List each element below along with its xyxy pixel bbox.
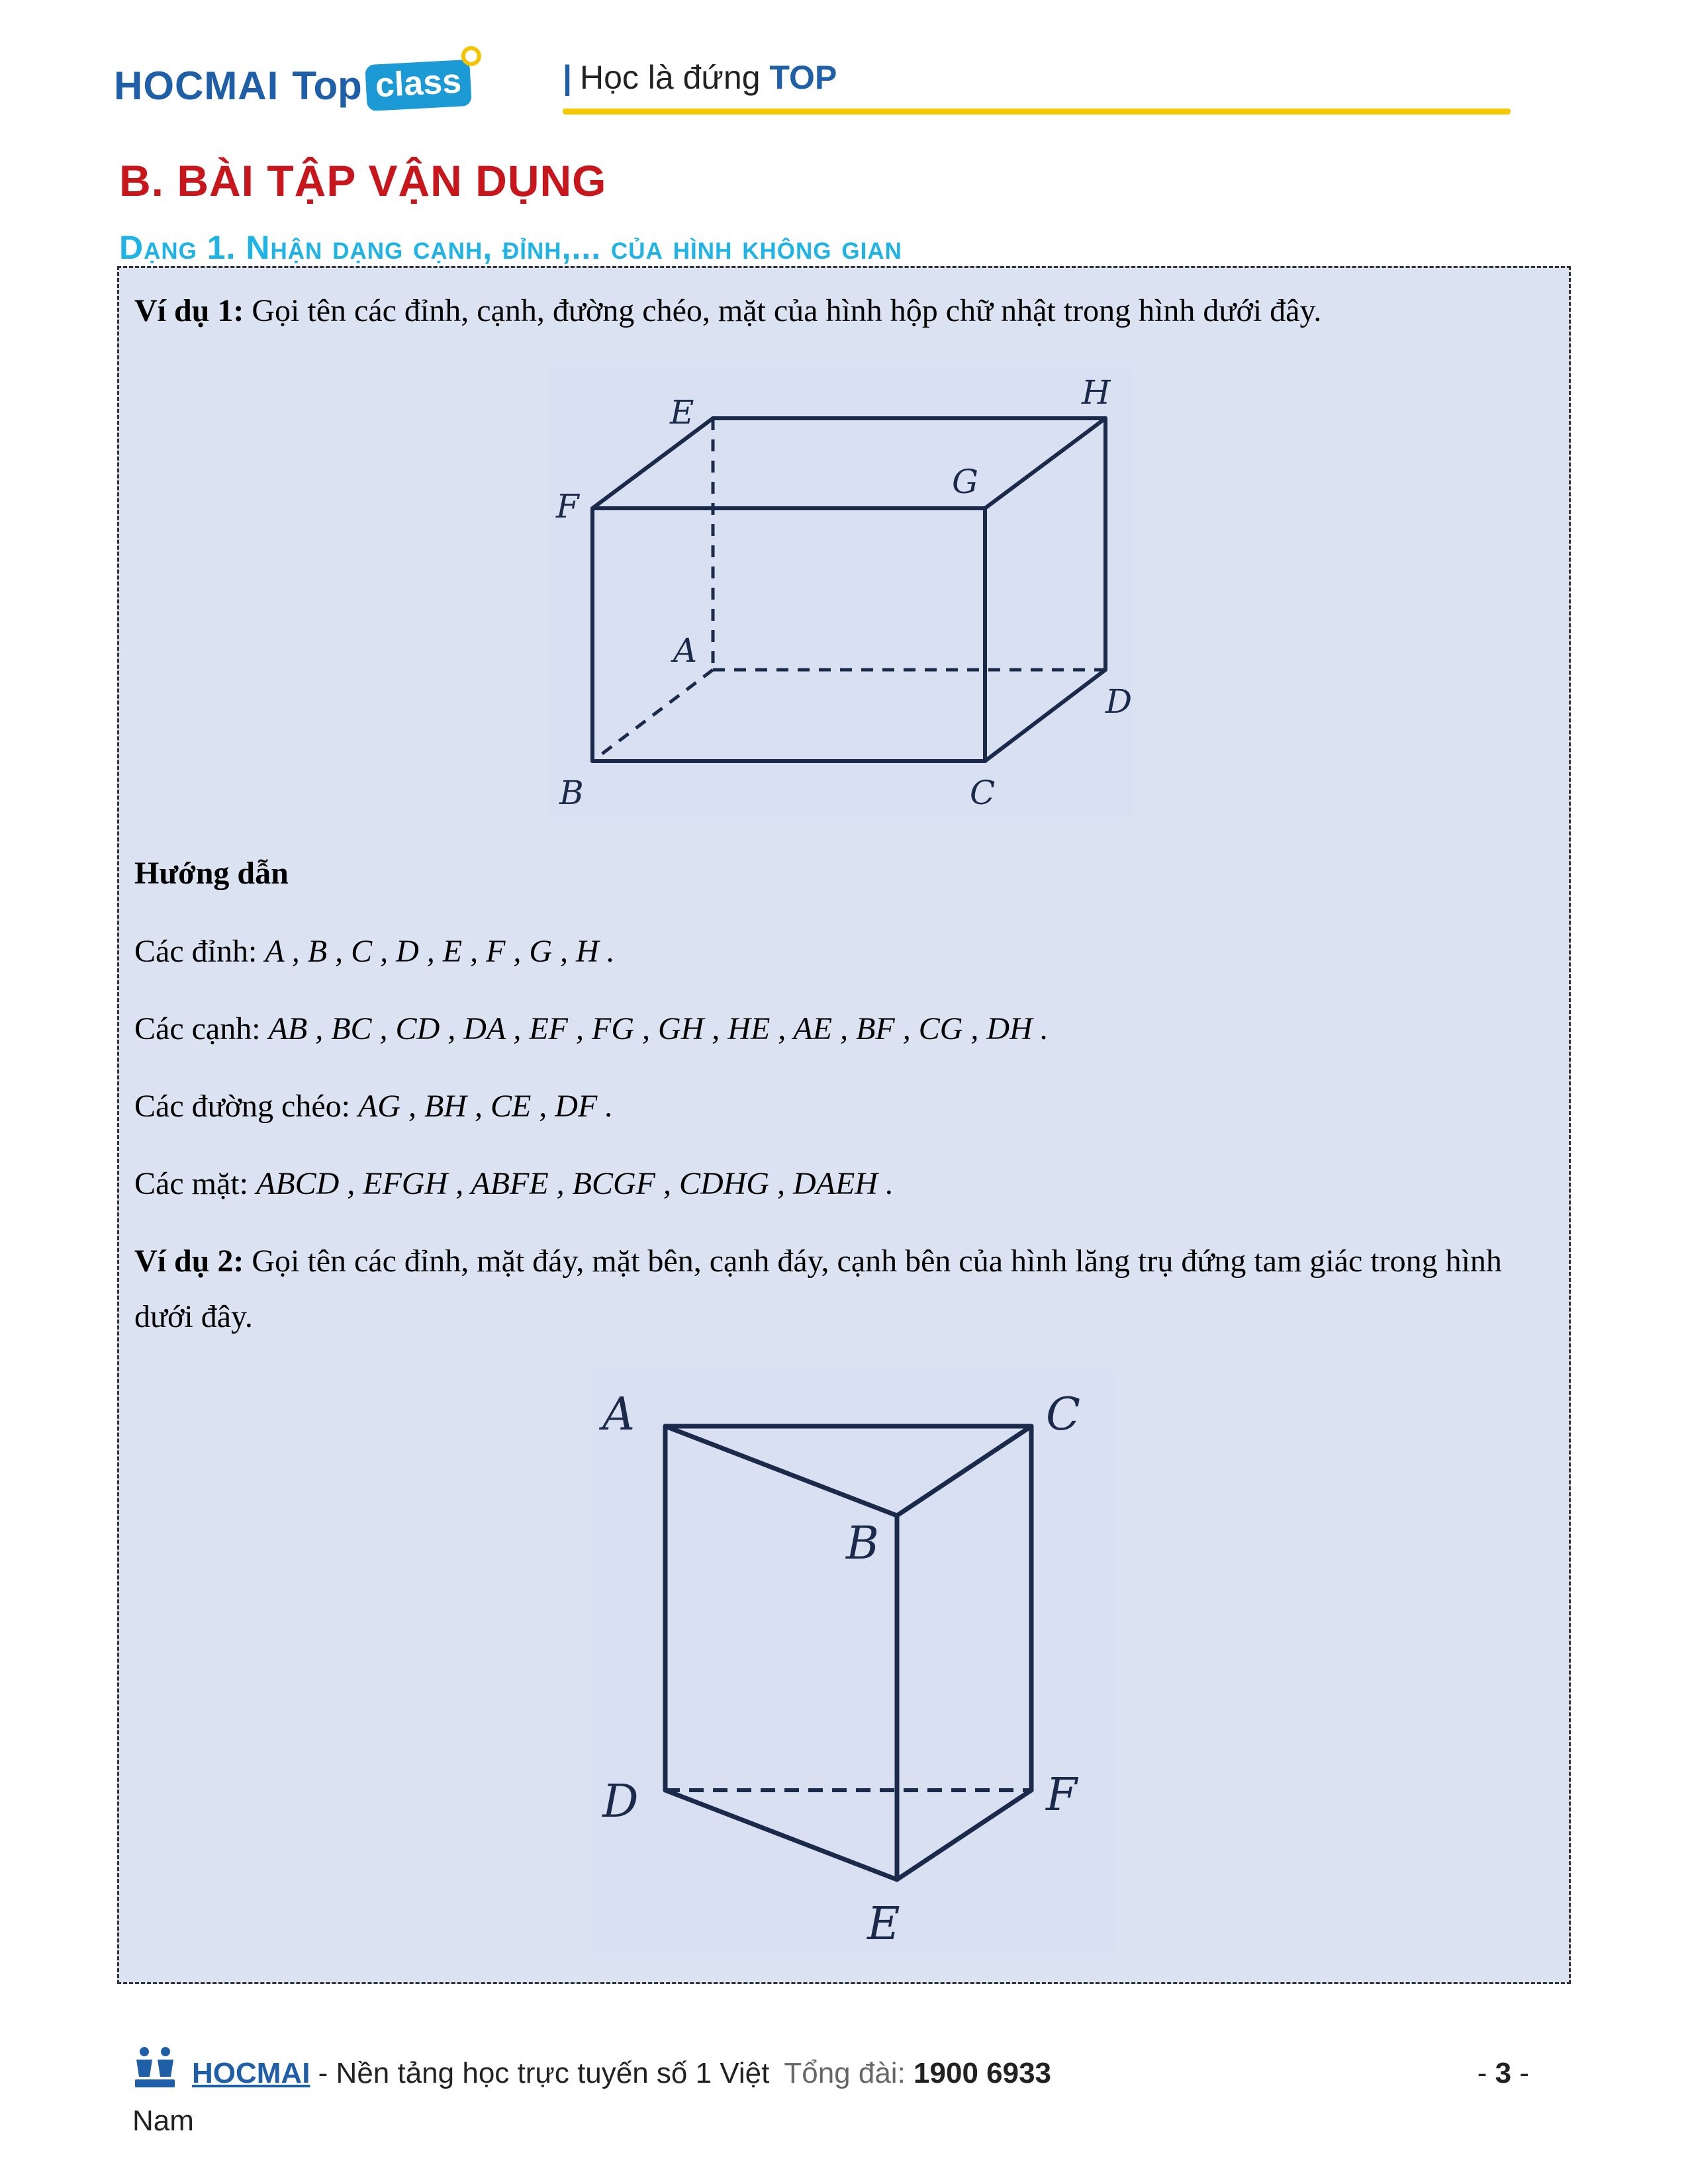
footer-brand-link[interactable]: HOCMAI — [192, 2057, 310, 2089]
vertex-label-G: G — [952, 463, 978, 501]
tagline-highlight: TOP — [769, 59, 837, 96]
example-1-label: Ví dụ 1: — [134, 293, 244, 328]
vertex-label-A: A — [673, 631, 698, 670]
example-2-text-line1: Gọi tên các đỉnh, mặt đáy, mặt bên, cạnh đáy, cạnh bên của hình lăng trụ đứng tam giác trong hình — [244, 1244, 1502, 1279]
guide-edges-label: Các cạnh: — [134, 1011, 269, 1046]
header-underline — [563, 109, 1511, 114]
page-number-suffix: - — [1511, 2057, 1529, 2089]
guide-faces-list: ABCD , EFGH , ABFE , BCGF , CDHG , DAEH . — [256, 1166, 894, 1201]
vertex-label-F: F — [1046, 1769, 1078, 1821]
guide-edges-list: AB , BC , CD , DA , EF , FG , GH , HE , AE , BF , CG , DH . — [268, 1011, 1049, 1046]
vertex-label-E: E — [867, 1898, 900, 1950]
guide-vertices-list: A , B , C , D , E , F , G , H . — [265, 934, 615, 969]
triangular-prism-figure — [583, 1363, 1125, 1959]
footer-description: - Nền tảng học trực tuyến số 1 Việt — [310, 2057, 770, 2089]
header-tagline — [563, 58, 837, 97]
subsection-title: Dạng 1. Nhận dạng cạnh, đỉnh,... của hình không gian — [119, 229, 902, 266]
example-2-text-line2: dưới đây. — [134, 1299, 253, 1334]
hocmai-topclass-logo — [114, 56, 471, 115]
vertex-label-B: B — [559, 774, 584, 812]
vertex-label-A: A — [602, 1388, 635, 1441]
logo-top-text: Top — [292, 63, 362, 108]
example-2-label: Ví dụ 2: — [134, 1244, 244, 1279]
hocmai-people-icon — [132, 2045, 177, 2089]
guide-vertices-label: Các đỉnh: — [134, 934, 265, 969]
guide-diagonals-list: AG , BH , CE , DF . — [357, 1089, 614, 1124]
page-number-value: 3 — [1495, 2057, 1512, 2089]
vertex-label-B: B — [846, 1518, 879, 1570]
guide-faces-label: Các mặt: — [134, 1166, 256, 1201]
rectangular-box-figure — [543, 364, 1139, 821]
tagline-prefix: Học là đứng — [580, 59, 761, 96]
section-title: B. BÀI TẬP VẬN DỤNG — [119, 156, 607, 205]
footer-text-continued: Nam — [132, 2105, 194, 2137]
vertex-label-C: C — [970, 774, 996, 812]
guide-vertices — [134, 924, 615, 979]
guide-edges — [134, 1001, 1049, 1057]
tagline-divider: | — [563, 59, 572, 96]
guide-diagonals — [134, 1079, 613, 1134]
example-1-text: Gọi tên các đỉnh, cạnh, đường chéo, mặt của hình hộp chữ nhật trong hình dưới đây. — [244, 293, 1322, 328]
vertex-label-E: E — [670, 393, 694, 432]
page-number-prefix: - — [1477, 2057, 1495, 2089]
guide-title-text: Hướng dẫn — [134, 856, 289, 891]
example-1-prompt — [134, 283, 1321, 339]
vertex-label-D: D — [602, 1776, 639, 1828]
example-2-prompt — [134, 1234, 1502, 1345]
vertex-label-C: C — [1046, 1388, 1081, 1441]
guide-title — [134, 846, 289, 901]
figure-background — [549, 367, 1132, 817]
page-number — [1477, 2057, 1529, 2090]
vertex-label-H: H — [1082, 373, 1111, 412]
logo-class-badge — [365, 60, 472, 111]
page-header — [0, 0, 1688, 119]
page-footer — [132, 2045, 1529, 2151]
footer-phone: 1900 6933 — [914, 2057, 1052, 2089]
logo-class-text: class — [374, 62, 463, 105]
logo-hocmai-text: HOCMAI — [114, 63, 279, 108]
vertex-label-D: D — [1105, 682, 1133, 721]
vertex-label-F: F — [556, 487, 579, 525]
guide-faces — [134, 1156, 894, 1212]
footer-phone-label: Tổng đài: — [784, 2057, 914, 2089]
footer-text — [192, 2057, 1051, 2090]
sun-icon — [461, 46, 482, 67]
guide-diagonals-label: Các đường chéo: — [134, 1089, 358, 1124]
